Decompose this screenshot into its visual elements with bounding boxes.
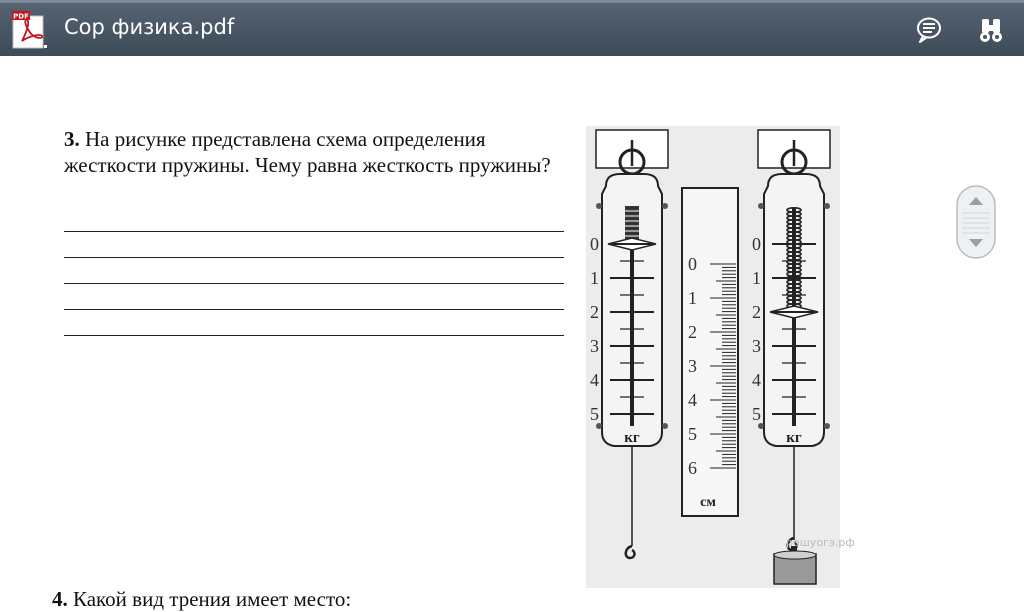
binoculars-icon[interactable] bbox=[974, 13, 1008, 47]
pdf-icon-label: PDF bbox=[13, 12, 29, 21]
spring-scale-figure bbox=[586, 126, 855, 588]
ruler-tick-label: 4 bbox=[688, 390, 697, 410]
ruler-tick-label: 5 bbox=[688, 424, 697, 444]
comment-icon[interactable] bbox=[912, 13, 946, 47]
question-4 bbox=[52, 587, 351, 612]
page-scroll-control[interactable] bbox=[956, 185, 996, 259]
right-unit-label: кг bbox=[786, 430, 802, 446]
question-3 bbox=[64, 126, 564, 178]
pdf-app-icon[interactable] bbox=[12, 11, 48, 49]
pdf-page bbox=[0, 56, 1024, 611]
answer-line bbox=[64, 284, 564, 310]
right-tick-label: 5 bbox=[752, 404, 761, 424]
title-bar bbox=[0, 0, 1024, 56]
right-tick-label: 4 bbox=[752, 370, 761, 390]
document-title: Сор физика.pdf bbox=[64, 15, 235, 39]
left-tick-label: 0 bbox=[590, 234, 599, 254]
right-tick-label: 0 bbox=[752, 234, 761, 254]
left-tick-label: 4 bbox=[590, 370, 599, 390]
ruler-tick-label: 3 bbox=[688, 356, 697, 376]
left-tick-label: 5 bbox=[590, 404, 599, 424]
left-unit-label: кг bbox=[624, 430, 640, 446]
ruler-tick-label: 0 bbox=[688, 254, 697, 274]
answer-line bbox=[64, 310, 564, 336]
right-tick-label: 1 bbox=[752, 268, 761, 288]
figure-watermark: решуогэ.рф bbox=[786, 536, 855, 549]
answer-lines bbox=[64, 206, 564, 336]
left-tick-label: 3 bbox=[590, 336, 599, 356]
answer-line bbox=[64, 232, 564, 258]
question-4-text: Какой вид трения имеет место: bbox=[73, 587, 352, 611]
ruler-tick-label: 6 bbox=[688, 458, 697, 478]
question-3-text: На рисунке представлена схема определения жесткости пружины. Чему равна жесткость пружины? bbox=[64, 127, 551, 177]
ruler-unit-label: см bbox=[700, 495, 716, 510]
ruler-tick-label: 2 bbox=[688, 322, 697, 342]
right-tick-label: 2 bbox=[752, 302, 761, 322]
answer-line bbox=[64, 206, 564, 232]
right-tick-label: 3 bbox=[752, 336, 761, 356]
ruler-tick-label: 1 bbox=[688, 288, 697, 308]
left-tick-label: 1 bbox=[590, 268, 599, 288]
question-4-number: 4. bbox=[52, 587, 68, 611]
question-3-number: 3. bbox=[64, 127, 80, 151]
answer-line bbox=[64, 258, 564, 284]
left-tick-label: 2 bbox=[590, 302, 599, 322]
centimeter-ruler bbox=[682, 188, 738, 516]
